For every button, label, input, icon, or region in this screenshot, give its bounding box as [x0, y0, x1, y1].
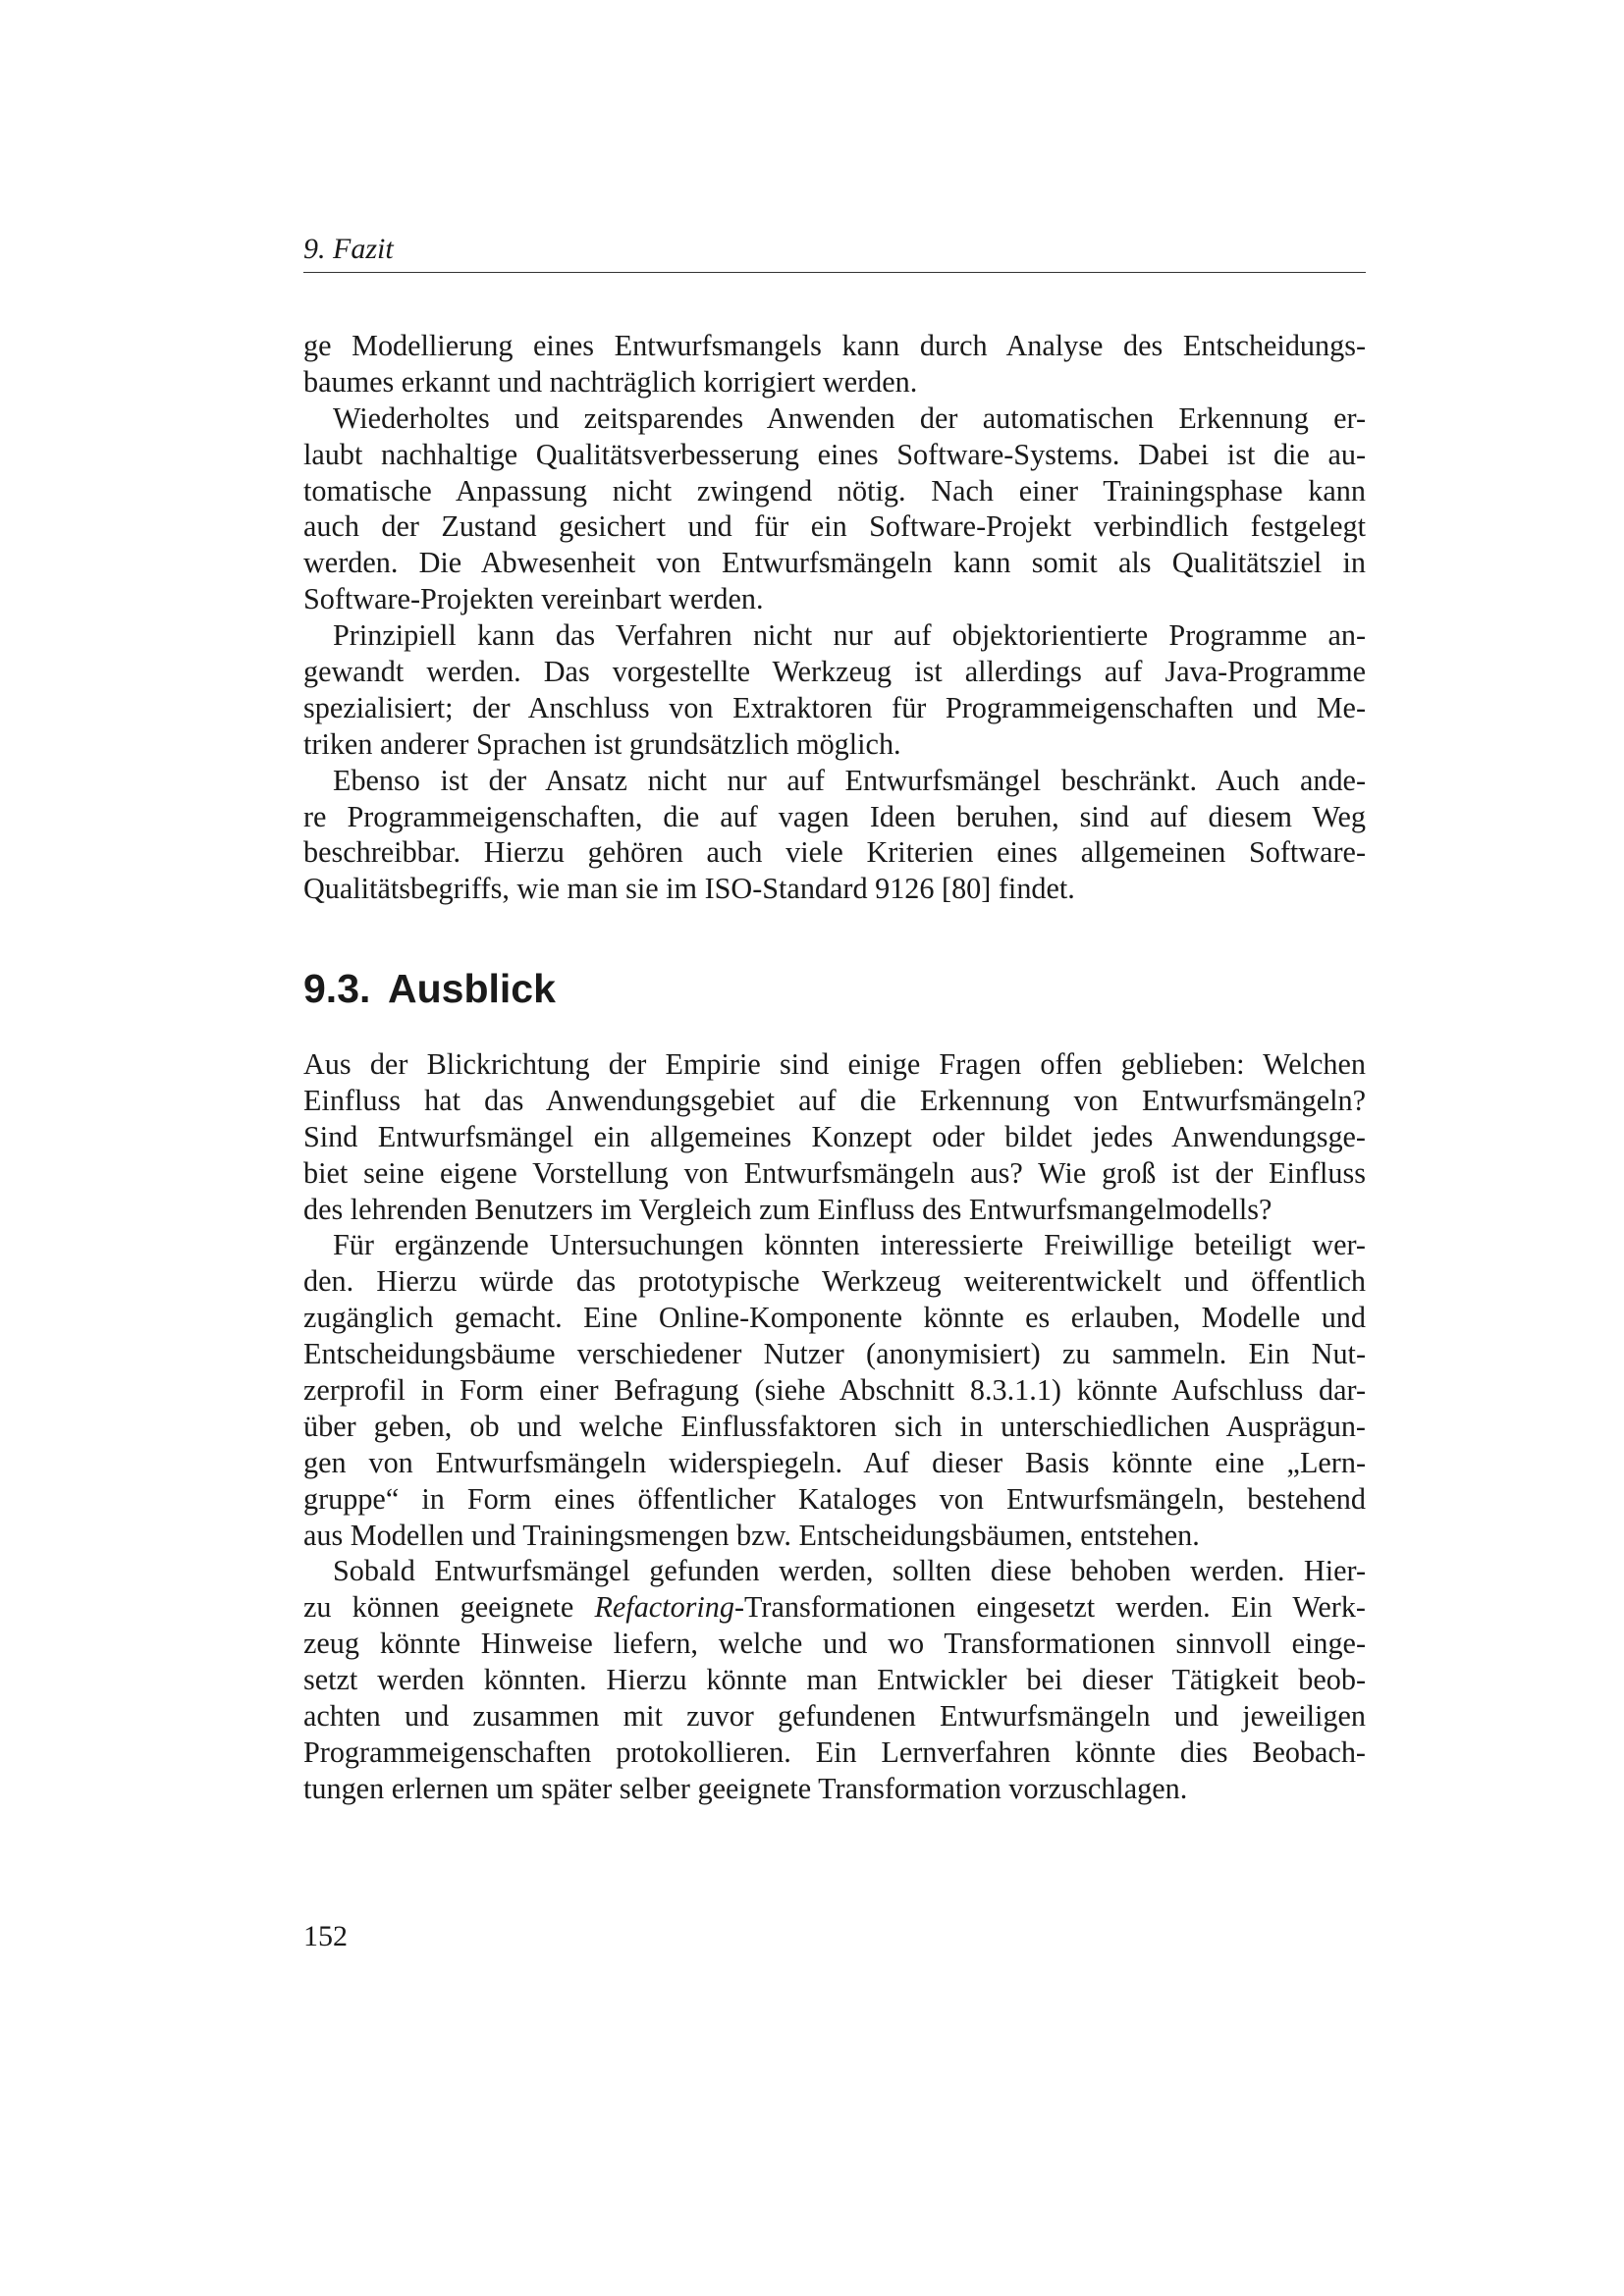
emphasized-term: Refactoring: [594, 1590, 734, 1625]
text-line: tomatische Anpassung nicht zwingend nötig. Nach einer Trainingsphase kann: [303, 473, 1366, 507]
text-line: zeug könnte Hinweise liefern, welche und wo Transformationen sinnvoll einge-: [303, 1627, 1366, 1661]
text-line: Sind Entwurfsmängel ein allgemeines Konzept oder bildet jedes Anwendungsge-: [303, 1119, 1366, 1153]
text-line: achten und zusammen mit zuvor gefundenen Entwurfsmängeln und jeweiligen: [303, 1699, 1366, 1734]
text-line: gruppe“ in Form eines öffentlicher Kataloges von Entwurfsmängeln, bestehend: [303, 1481, 1366, 1516]
document-page: [303, 0, 1366, 2296]
text-line: Für ergänzende Untersuchungen könnten interessierte Freiwillige beteiligt wer-: [333, 1228, 1366, 1262]
text-line: triken anderer Sprachen ist grundsätzlich möglich.: [303, 726, 901, 761]
text-line: Entscheidungsbäume verschiedener Nutzer (anonymisiert) zu sammeln. Ein Nut-: [303, 1337, 1366, 1371]
text-line: re Programmeigenschaften, die auf vagen Ideen beruhen, sind auf diesem Weg: [303, 799, 1366, 833]
text-line: zerprofil in Form einer Befragung (siehe Abschnitt 8.3.1.1) könnte Aufschluss dar-: [303, 1373, 1366, 1408]
text-line: den. Hierzu würde das prototypische Werkzeug weiterentwickelt und öffentlich: [303, 1264, 1366, 1299]
text-fragment: -Transformationen eingesetzt werden. Ein Werk-: [734, 1590, 1366, 1625]
text-line: Einfluss hat das Anwendungsgebiet auf die Erkennung von Entwurfsmängeln?: [303, 1083, 1366, 1117]
text-line: Qualitätsbegriffs, wie man sie im ISO-Standard 9126 [80] findet.: [303, 872, 1075, 906]
text-line: setzt werden könnten. Hierzu könnte man Entwickler bei dieser Tätigkeit beob-: [303, 1663, 1366, 1697]
page-number: 152: [303, 1920, 348, 1952]
text-fragment: zu können geeignete: [303, 1590, 595, 1625]
text-line: Sobald Entwurfsmängel gefunden werden, sollten diese behoben werden. Hier-: [333, 1554, 1366, 1588]
text-line: laubt nachhaltige Qualitätsverbesserung eines Software-Systems. Dabei ist die au-: [303, 437, 1366, 471]
text-line: biet seine eigene Vorstellung von Entwurfsmängeln aus? Wie groß ist der Einfluss: [303, 1155, 1366, 1190]
text-line: werden. Die Abwesenheit von Entwurfsmängeln kann somit als Qualitätsziel in: [303, 546, 1366, 580]
text-line: gewandt werden. Das vorgestellte Werkzeug ist allerdings auf Java-Programme: [303, 655, 1366, 689]
section-title: Ausblick: [388, 966, 556, 1011]
text-line: Ebenso ist der Ansatz nicht nur auf Entwurfsmängel beschränkt. Auch ande-: [333, 763, 1366, 797]
text-line: auch der Zustand gesichert und für ein Software-Projekt verbindlich festgelegt: [303, 509, 1366, 544]
text-line: aus Modellen und Trainingsmengen bzw. Entscheidungsbäumen, entstehen.: [303, 1518, 1200, 1552]
text-line: des lehrenden Benutzers im Vergleich zum Einfluss des Entwurfsmangelmodells?: [303, 1192, 1272, 1226]
text-line: Wiederholtes und zeitsparendes Anwenden der automatischen Erkennung er-: [333, 400, 1366, 435]
header-rule: [303, 272, 1366, 273]
running-head: 9. Fazit: [303, 233, 394, 265]
text-line: baumes erkannt und nachträglich korrigiert werden.: [303, 364, 918, 399]
text-line: Programmeigenschaften protokollieren. Ein Lernverfahren könnte dies Beobach-: [303, 1735, 1366, 1769]
section-heading: [303, 964, 556, 1013]
body-text-block-1: [303, 328, 1366, 907]
text-line: zugänglich gemacht. Eine Online-Komponente könnte es erlauben, Modelle und: [303, 1301, 1366, 1335]
text-line: ge Modellierung eines Entwurfsmangels kann durch Analyse des Entscheidungs-: [303, 329, 1366, 362]
text-line-with-emphasis: [303, 1589, 1366, 1626]
text-line: über geben, ob und welche Einflussfaktoren sich in unterschiedlichen Ausprägun-: [303, 1409, 1366, 1443]
body-text-block-2: [303, 1046, 1366, 1807]
text-line: Aus der Blickrichtung der Empirie sind einige Fragen offen geblieben: Welchen: [303, 1047, 1366, 1081]
text-line: gen von Entwurfsmängeln widerspiegeln. Auf dieser Basis könnte eine „Lern-: [303, 1445, 1366, 1479]
text-line: Software-Projekten vereinbart werden.: [303, 582, 764, 616]
text-line: beschreibbar. Hierzu gehören auch viele Kriterien eines allgemeinen Software-: [303, 835, 1366, 870]
text-line: tungen erlernen um später selber geeignete Transformation vorzuschlagen.: [303, 1771, 1188, 1805]
text-line: spezialisiert; der Anschluss von Extraktoren für Programmeigenschaften und Me-: [303, 690, 1366, 724]
section-number: 9.3.: [303, 966, 371, 1011]
text-line: Prinzipiell kann das Verfahren nicht nur auf objektorientierte Programme an-: [333, 618, 1366, 653]
